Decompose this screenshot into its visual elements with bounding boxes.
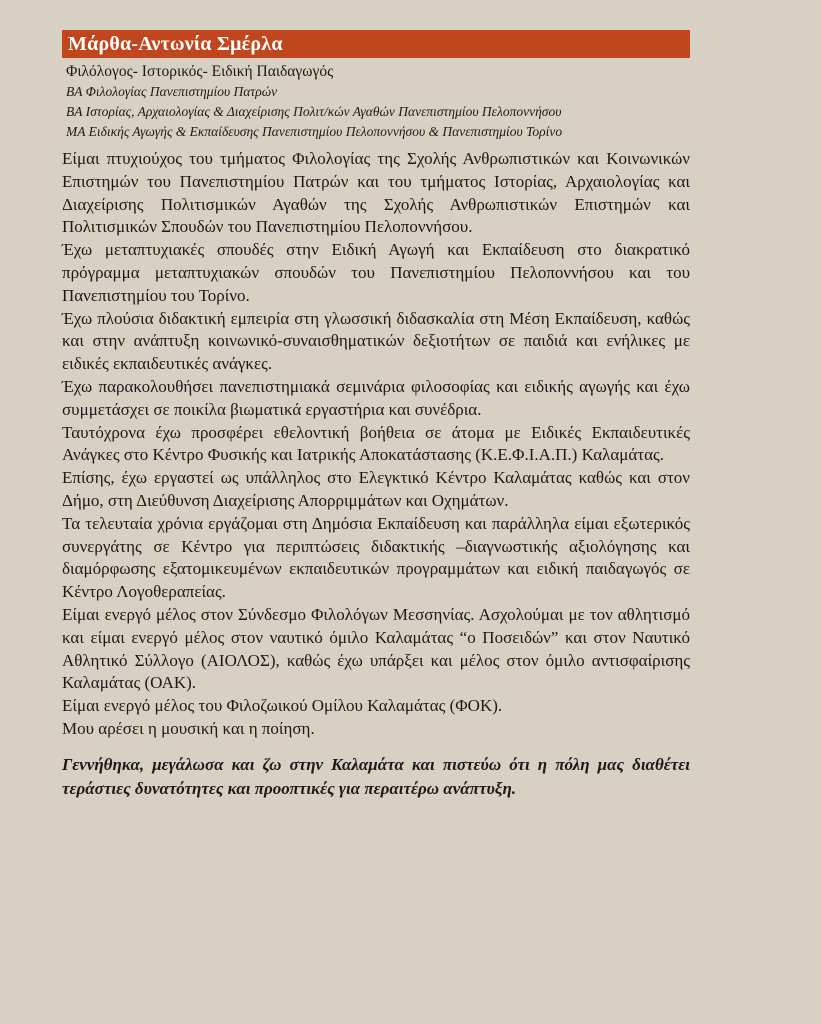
bio-paragraph: Επίσης, έχω εργαστεί ως υπάλληλος στο Ελεγκτικό Κέντρο Καλαμάτας καθώς και στον Δήμο, στη Διεύθυνση Διαχείρισης Απορριμμάτων και Οχημάτων. [62,468,690,510]
profession-line: Φιλόλογος- Ιστορικός- Ειδική Παιδαγωγός [66,63,334,80]
person-name: Μάρθα-Αντωνία Σμέρλα [68,32,283,55]
degree-ma-special-education: ΜΑ Ειδικής Αγωγής & Εκπαίδευσης Πανεπιστημίου Πελοποννήσου & Πανεπιστημίου Τορίνο [66,124,563,139]
bio-paragraph: Είμαι ενεργό μέλος του Φιλοζωικού Ομίλου Καλαμάτας (ΦΟΚ). [62,696,503,716]
bio-paragraph: Ταυτόχρονα έχω προσφέρει εθελοντική βοήθεια σε άτομα με Ειδικές Εκπαιδευτικές Ανάγκες στο Κέντρο Φυσικής και Ιατρικής Αποκατάστασης (Κ.Ε.Φ.Ι.Α.Π.) Καλαμάτας. [62,422,690,465]
bio-paragraph: Τα τελευταία χρόνια εργάζομαι στη Δημόσια Εκπαίδευση και παράλληλα είμαι εξωτερικός συνεργάτης σε Κέντρο για περιπτώσεις διδακτικής –διαγνωστικής αξιολόγησης και διαμόρφωσης εξατομικευμένων εκπαιδευτικών προγραμμάτων και ειδική παιδαγωγός σε Κέντρο Λογοθεραπείας. [62,513,690,602]
bio-body [62,148,690,741]
degree-ba-philology: ΒΑ Φιλολογίας Πανεπιστημίου Πατρών [66,84,278,99]
bio-paragraph: Μου αρέσει η μουσική και η ποίηση. [62,718,315,738]
bio-paragraph: Είμαι ενεργό μέλος στον Σύνδεσμο Φιλολόγων Μεσσηνίας. Ασχολούμαι με τον αθλητισμό και είμαι ενεργό μέλος στον ναυτικό όμιλο Καλαμάτας “ο Ποσειδών” και στον Ναυτικό Αθλητικό Σύλλογο (ΑΙΟΛΟΣ), καθώς έχω υπάρξει και μέλος στον όμιλο αντισφαίρισης Καλαμάτας (ΟΑΚ). [62,604,690,693]
bio-paragraph: Έχω μεταπτυχιακές σπουδές στην Ειδική Αγωγή και Εκπαίδευση στο διακρατικό πρόγραμμα μεταπτυχιακών σπουδών του Πανεπιστημίου Πελοποννήσου και του Πανεπιστημίου του Τορίνο. [62,240,690,305]
degree-ba-history: ΒΑ Ιστορίας, Αρχαιολογίας & Διαχείρισης Πολιτ/κών Αγαθών Πανεπιστημίου Πελοποννήσου [66,104,562,119]
name-banner [62,30,690,58]
bio-paragraph: Είμαι πτυχιούχος του τμήματος Φιλολογίας της Σχολής Ανθρωπιστικών και Κοινωνικών Επιστημών του Πανεπιστημίου Πατρών και του τμήματος Ιστορίας, Αρχαιολογίας και Διαχείρισης Πολιτισμικών Αγαθών της Σχολής Ανθρωπιστικών Επιστημών και Πολιτισμικών Σπουδών του Πανεπιστημίου Πελοποννήσου. [62,149,690,237]
bio-paragraph: Έχω πλούσια διδακτική εμπειρία στη γλωσσική διδασκαλία στη Μέση Εκπαίδευση, καθώς και στην ανάπτυξη κοινωνικό-συναισθηματικών δεξιοτήτων σε παιδιά και ενήλικες με ειδικές εκπαιδευτικές ανάγκες. [62,308,690,374]
closing-statement: Γεννήθηκα, μεγάλωσα και ζω στην Καλαμάτα και πιστεύω ότι η πόλη μας διαθέτει τεράστιες δυνατότητες και προοπτικές για περαιτέρω ανάπτυξη. [62,754,690,798]
bio-paragraph: Έχω παρακολουθήσει πανεπιστημιακά σεμινάρια φιλοσοφίας και ειδικής αγωγής και έχω συμμετάσχει σε ποικίλα βιωματικά εργαστήρια και συνέδρια. [62,376,690,419]
bio-page [62,30,690,801]
